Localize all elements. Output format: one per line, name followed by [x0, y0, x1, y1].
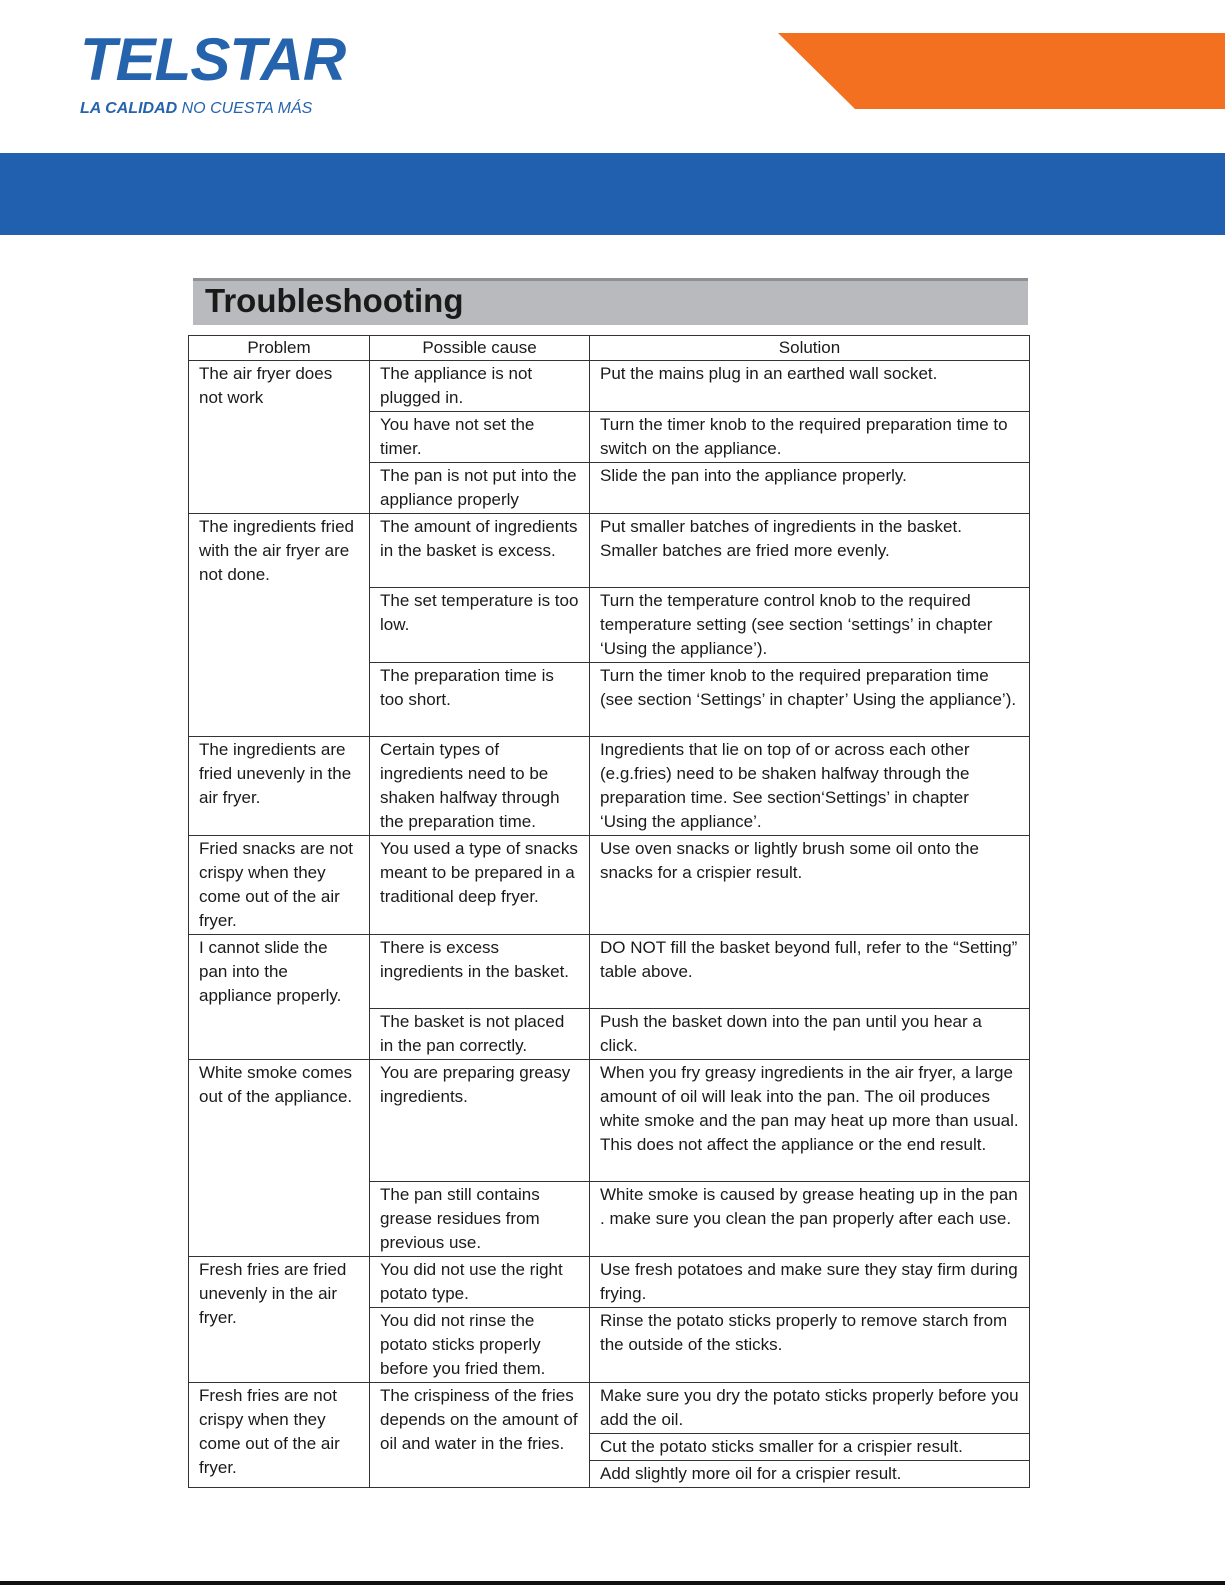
solution-cell: When you fry greasy ingredients in the air fryer, a large amount of oil will leak into the pan. The oil produces white smoke and the pan may heat up more than usual. This does not affect the appliance or the end result. — [590, 1060, 1030, 1182]
solution-cell: Slide the pan into the appliance properly. — [590, 463, 1030, 514]
cause-cell: There is excess ingredients in the basket. — [370, 935, 590, 1009]
solution-cell: DO NOT fill the basket beyond full, refer to the “Setting” table above. — [590, 935, 1030, 1009]
cause-cell: You used a type of snacks meant to be prepared in a traditional deep fryer. — [370, 836, 590, 935]
cause-cell: The basket is not placed in the pan correctly. — [370, 1009, 590, 1060]
header-possible-cause: Possible cause — [370, 336, 590, 361]
solution-cell: Put the mains plug in an earthed wall socket. — [590, 361, 1030, 412]
problem-cell: White smoke comes out of the appliance. — [189, 1060, 370, 1257]
solution-cell: Make sure you dry the potato sticks properly before you add the oil. — [590, 1383, 1030, 1434]
solution-cell: Use oven snacks or lightly brush some oil onto the snacks for a crispier result. — [590, 836, 1030, 935]
problem-cell: The ingredients are fried unevenly in the air fryer. — [189, 737, 370, 836]
solution-cell: Turn the timer knob to the required preparation time to switch on the appliance. — [590, 412, 1030, 463]
cause-cell: The preparation time is too short. — [370, 663, 590, 737]
tagline-rest: NO CUESTA MÁS — [181, 100, 313, 117]
solution-cell: Add slightly more oil for a crispier result. — [590, 1461, 1030, 1488]
cause-cell: You did not rinse the potato sticks properly before you fried them. — [370, 1308, 590, 1383]
cause-cell: You are preparing greasy ingredients. — [370, 1060, 590, 1182]
table-header-row — [189, 336, 1030, 361]
table-row — [189, 1060, 1030, 1182]
solution-cell: Rinse the potato sticks properly to remove starch from the outside of the sticks. — [590, 1308, 1030, 1383]
header-problem: Problem — [189, 336, 370, 361]
problem-cell: Fresh fries are not crispy when they come out of the air fryer. — [189, 1383, 370, 1488]
cause-cell: The appliance is not plugged in. — [370, 361, 590, 412]
troubleshooting-table — [188, 335, 1030, 1488]
section-title-bar — [193, 278, 1028, 325]
tagline-bold: LA CALIDAD — [80, 100, 178, 117]
cause-cell: You have not set the timer. — [370, 412, 590, 463]
solution-cell: Push the basket down into the pan until you hear a click. — [590, 1009, 1030, 1060]
cause-cell: The amount of ingredients in the basket is excess. — [370, 514, 590, 588]
bottom-rule — [0, 1581, 1225, 1585]
problem-cell: Fresh fries are fried unevenly in the air fryer. — [189, 1257, 370, 1383]
brand-tagline — [80, 100, 320, 118]
table-row — [189, 1257, 1030, 1308]
solution-cell: White smoke is caused by grease heating up in the pan . make sure you clean the pan properly after each use. — [590, 1182, 1030, 1257]
header-blue-band — [0, 153, 1225, 235]
table-row — [189, 1383, 1030, 1434]
solution-cell: Use fresh potatoes and make sure they stay firm during frying. — [590, 1257, 1030, 1308]
table-row — [189, 361, 1030, 412]
cause-cell: The pan still contains grease residues from previous use. — [370, 1182, 590, 1257]
table-row — [189, 935, 1030, 1009]
section-title: Troubleshooting — [205, 282, 464, 319]
problem-cell: I cannot slide the pan into the appliance properly. — [189, 935, 370, 1060]
solution-cell: Cut the potato sticks smaller for a crispier result. — [590, 1434, 1030, 1461]
brand-name: TELSTAR — [80, 26, 346, 93]
header-solution: Solution — [590, 336, 1030, 361]
solution-cell: Turn the temperature control knob to the required temperature setting (see section ‘settings’ in chapter ‘Using the appliance’). — [590, 588, 1030, 663]
orange-corner-shape — [760, 33, 1225, 109]
table-row — [189, 514, 1030, 588]
solution-cell: Turn the timer knob to the required preparation time (see section ‘Settings’ in chapter’ Using the appliance’). — [590, 663, 1030, 737]
cause-cell: The pan is not put into the appliance properly — [370, 463, 590, 514]
cause-cell: The set temperature is too low. — [370, 588, 590, 663]
problem-cell: Fried snacks are not crispy when they come out of the air fryer. — [189, 836, 370, 935]
table-row — [189, 737, 1030, 836]
table-row — [189, 836, 1030, 935]
solution-cell: Put smaller batches of ingredients in the basket. Smaller batches are fried more evenly. — [590, 514, 1030, 588]
solution-cell: Ingredients that lie on top of or across each other (e.g.fries) need to be shaken halfway through the preparation time. See section‘Settings’ in chapter ‘Using the appliance’. — [590, 737, 1030, 836]
problem-cell: The ingredients fried with the air fryer are not done. — [189, 514, 370, 737]
cause-cell: You did not use the right potato type. — [370, 1257, 590, 1308]
problem-cell: The air fryer does not work — [189, 361, 370, 514]
cause-cell: Certain types of ingredients need to be shaken halfway through the preparation time. — [370, 737, 590, 836]
cause-cell: The crispiness of the fries depends on the amount of oil and water in the fries. — [370, 1383, 590, 1488]
telstar-logo — [80, 26, 346, 118]
